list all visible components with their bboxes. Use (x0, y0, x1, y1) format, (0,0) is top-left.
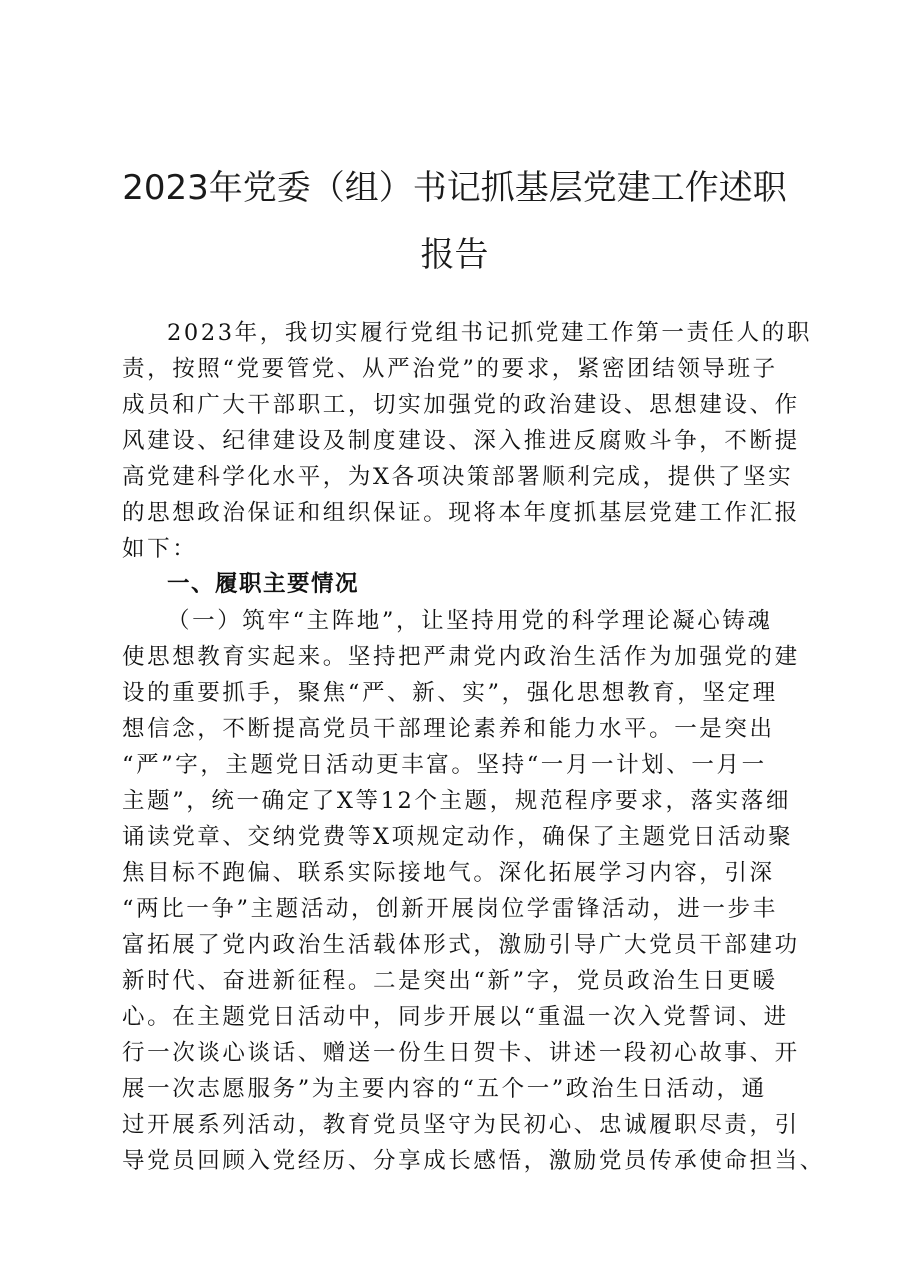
body-line: 责，按照“党要管党、从严治党”的要求，紧密团结领导班子 (122, 356, 778, 382)
section-heading: 一、履职主要情况 (167, 571, 360, 597)
body-line: 使思想教育实起来。坚持把严肃党内政治生活作为加强党的建 (122, 644, 800, 670)
body-line: 导党员回顾入党经历、分享成长感悟，激励党员传承使命担当、 (122, 1148, 825, 1174)
body-line: 诵读党章、交纳党费等X项规定动作，确保了主题党日活动聚 (122, 824, 794, 850)
body-line: 主题”，统一确定了X等12个主题，规范程序要求，落实落细 (122, 788, 791, 814)
body-line: 行一次谈心谈话、赠送一份生日贺卡、讲述一段初心故事、开 (122, 1040, 800, 1066)
body-line: 心。在主题党日活动中，同步开展以“重温一次入党誓词、进 (122, 1004, 789, 1030)
body-line: 风建设、纪律建设及制度建设、深入推进反腐败斗争，不断提 (122, 428, 800, 454)
body-line: （一）筑牢“主阵地”，让坚持用党的科学理论凝心铸魂 (167, 608, 773, 634)
body-line: 2023年，我切实履行党组书记抓党建工作第一责任人的职 (167, 320, 812, 346)
document-title-line-2: 报告 (420, 235, 489, 275)
document-title-line-1: 2023年党委（组）书记抓基层党建工作述职 (122, 168, 787, 208)
body-line: 焦目标不跑偏、联系实际接地气。深化拓展学习内容，引深 (122, 860, 775, 886)
body-line: 过开展系列活动，教育党员坚守为民初心、忠诚履职尽责，引 (122, 1112, 800, 1138)
body-line: 的思想政治保证和组织保证。现将本年度抓基层党建工作汇报 (122, 500, 800, 526)
body-line: 成员和广大干部职工，切实加强党的政治建设、思想建设、作 (122, 392, 800, 418)
body-line: “严”字，主题党日活动更丰富。坚持“一月一计划、一月一 (122, 752, 767, 778)
body-line: 如下： (122, 536, 198, 562)
body-line: “两比一争”主题活动，创新开展岗位学雷锋活动，进一步丰 (122, 896, 778, 922)
body-line: 展一次志愿服务”为主要内容的“五个一”政治生日活动，通 (122, 1076, 767, 1102)
body-line: 新时代、奋进新征程。二是突出“新”字，党员政治生日更暖 (122, 968, 778, 994)
body-line: 富拓展了党内政治生活载体形式，激励引导广大党员干部建功 (122, 932, 800, 958)
body-line: 设的重要抓手，聚焦“严、新、实”，强化思想教育，坚定理 (122, 680, 778, 706)
body-line: 想信念，不断提高党员干部理论素养和能力水平。一是突出 (122, 716, 775, 742)
body-line: 高党建科学化水平，为X各项决策部署顺利完成，提供了坚实 (122, 464, 794, 490)
